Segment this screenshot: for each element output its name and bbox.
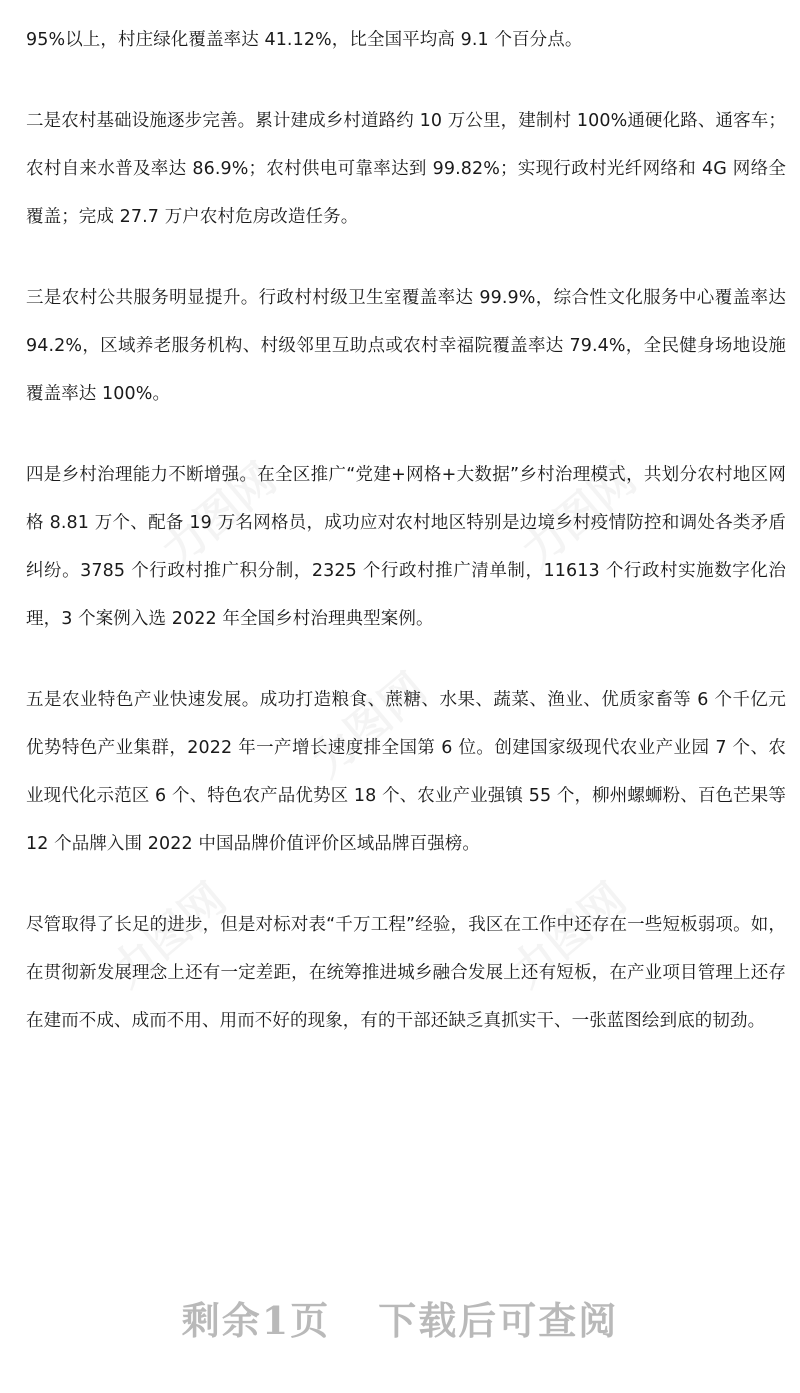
download-prompt[interactable] [0,1290,800,1345]
paragraph-6: 尽管取得了长足的进步，但是对标对表“千万工程”经验，我区在工作中还存在一些短板弱项。如，在贯彻新发展理念上还有一定差距，在统筹推进城乡融合发展上还有短板，在产业项目管理上还存在建而不成、成而不用、用而不好的现象，有的干部还缺乏真抓实干、一张蓝图绘到底的韧劲。 [26,915,786,1031]
paragraph-3: 三是农村公共服务明显提升。行政村村级卫生室覆盖率达 99.9%，综合性文化服务中心覆盖率达 94.2%，区域养老服务机构、村级邻里互助点或农村幸福院覆盖率达 79.4%，全民健身场地设施覆盖率达 100%。 [26,288,786,404]
download-hint-label: 下载后可查阅 [378,1298,619,1343]
paragraph-2: 二是农村基础设施逐步完善。累计建成乡村道路约 10 万公里，建制村 100%通硬化路、通客车；农村自来水普及率达 86.9%；农村供电可靠率达到 99.82%；实现行政村光纤网络和 4G 网络全覆盖；完成 27.7 万户农村危房改造任务。 [26,111,786,227]
document-body [26,16,786,1078]
paragraph-5: 五是农业特色产业快速发展。成功打造粮食、蔗糖、水果、蔬菜、渔业、优质家畜等 6 个千亿元优势特色产业集群，2022 年一产增长速度排全国第 6 位。创建国家级现代农业产业园 7 个、农业现代化示范区 6 个、特色农产品优势区 18 个、农业产业强镇 55 个，柳州螺蛳粉、百色芒果等 12 个品牌入围 2022 中国品牌价值评价区域品牌百强榜。 [26,690,786,854]
remaining-pages-label: 剩余1页 [181,1298,331,1343]
paragraph-1: 95%以上，村庄绿化覆盖率达 41.12%，比全国平均高 9.1 个百分点。 [26,30,583,50]
paragraph-4: 四是乡村治理能力不断增强。在全区推广“党建+网格+大数据”乡村治理模式，共划分农村地区网格 8.81 万个、配备 19 万名网格员，成功应对农村地区特别是边境乡村疫情防控和调处各类矛盾纠纷。3785 个行政村推广积分制，2325 个行政村推广清单制，11613 个行政村实施数字化治理，3 个案例入选 2022 年全国乡村治理典型案例。 [26,465,786,629]
